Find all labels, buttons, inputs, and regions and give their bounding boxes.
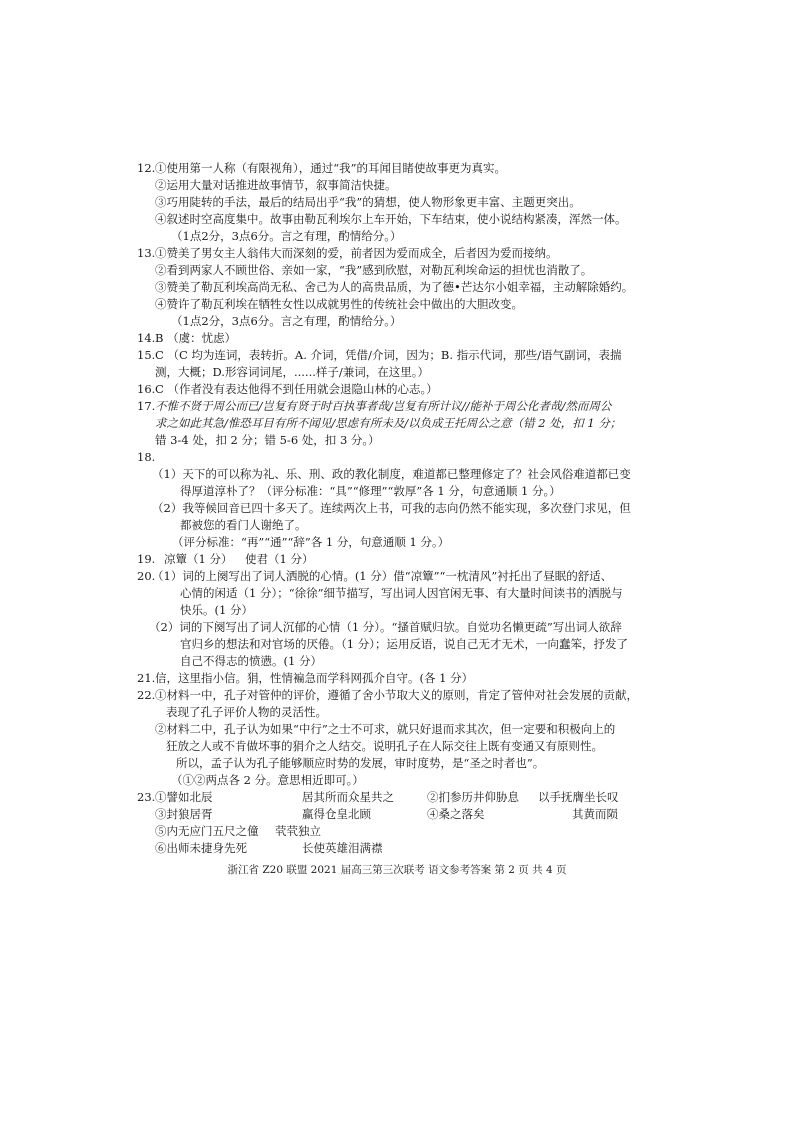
q12-line-1: ①使用第一人称（有限视角），通过“我”的耳闻目睹使故事更为真实。 — [155, 161, 507, 175]
q20-part1-line-1: （1）词的上阕写出了词人洒脱的心情。(1 分）借“凉簟”“一枕清风”衬托出了昼眠的舒适、 — [152, 569, 613, 583]
q13-line-4: ④赞许了勒瓦利埃在牺牲女性以成就男性的传统社会中做出的大胆改变。 — [155, 297, 523, 311]
q18-number: 18. — [137, 450, 156, 464]
q16-number: 16. — [137, 382, 156, 396]
q21-answer: 信，这里指小信。狷，性情褊急而学科网孤介自守。(各 1 分） — [155, 671, 474, 685]
q12-line-3: ③巧用陡转的手法，最后的结局出乎“我”的猜想，使人物形象更丰富、主题更突出。 — [155, 195, 581, 209]
q12-number: 12. — [137, 161, 156, 175]
q19-answer-b: 使君（1 分） — [245, 552, 314, 566]
q23-row2-d: 其黄而陨 — [572, 807, 618, 821]
q23-row1-c: ②扪参历井仰胁息 — [427, 790, 519, 804]
q23-row1-a: ①譬如北辰 — [155, 790, 213, 804]
q23-row2-b: 赢得仓皇北顾 — [302, 807, 371, 821]
q15-line-2: 测，大概；D.形容词词尾，......样子/兼词，在这里。） — [155, 365, 430, 379]
q23-row1-b: 居其所而众星共之 — [302, 790, 394, 804]
q18-part2-scoring: （评分标准：“再”“通”“辞”各 1 分，句意通顺 1 分。） — [172, 535, 450, 549]
q17-line-1: 不惟不贤于周公而已/岂复有贤于时百执事者哉/岂复有所计议//能补于周公化者哉/然而周公 — [155, 399, 612, 413]
q23-row2-a: ③封狼居胥 — [155, 807, 213, 821]
q20-number: 20. — [137, 569, 156, 583]
q20-part2-line-3: 自己不得志的愤懑。(1 分） — [180, 654, 322, 668]
q15-number: 15. — [137, 348, 156, 362]
q20-part2-line-2: 官归乡的想法和对官场的厌倦。（1 分）；运用反语，说自己无才无术，一向蠢笨，抒发了 — [180, 637, 628, 651]
q12-scoring: （1点2分，3点6分。言之有理，酌情给分。） — [171, 229, 402, 243]
q23-row2-c: ④桑之落矣 — [427, 807, 485, 821]
q13-line-3: ③赞美了勒瓦利埃高尚无私、舍己为人的高贵品质，为了德•芒达尔小姐幸福，主动解除婚约。 — [155, 280, 634, 294]
q22-part1-line-1: ①材料一中，孔子对管仲的评价，遵循了舍小节取大义的原则，肯定了管仲对社会发展的贡献， — [155, 688, 638, 702]
q23-row3-b: 茕茕独立 — [275, 824, 321, 838]
q19-number: 19. — [137, 552, 156, 566]
q18-part2-line-1: （2）我等候回音已四十多天了。连续两次上书，可我的志向仍然不能实现，多次登门求见，但 — [152, 501, 631, 515]
q22-scoring: （①②两点各 2 分。意思相近即可。） — [171, 773, 364, 787]
q13-scoring: （1点2分，3点6分。言之有理，酌情给分。） — [171, 314, 402, 328]
q17-number: 17. — [137, 399, 156, 413]
q20-part1-line-3: 快乐。(1 分） — [180, 603, 253, 617]
q12-line-4: ④叙述时空高度集中。故事由勒瓦利埃尔上车开始，下车结束，使小说结构紧凑，浑然一体。 — [155, 212, 627, 226]
q23-row1-d: 以手抚膺坐长叹 — [538, 790, 619, 804]
q22-part1-line-2: 表现了孔子评价人物的灵活性。 — [166, 705, 327, 719]
q23-row4-b: 长使英雄泪满襟 — [302, 841, 383, 855]
q20-part2-line-1: （2）词的下阕写出了词人沉郁的心情（1 分）。“搔首赋归欤。自觉功名懒更疏”写出词人欲辞 — [149, 620, 622, 634]
q15-line-1: C （C 均为连词，表转折。A. 介词，凭借/介词，因为；B. 指示代词，那些/语气副词，表揣 — [155, 348, 622, 362]
q17-line-2: 求之如此其急/惟恐耳目有所不闻见/思虑有所未及/以负成王托周公之意（错 2 处，扣 1 分； — [155, 416, 622, 430]
page-footer: 浙江省 Z20 联盟 2021 届高三第三次联考 语文参考答案 第 2 页 共 4 页 — [227, 864, 567, 876]
q23-row4-a: ⑥出师未捷身先死 — [155, 841, 247, 855]
q12-line-2: ②运用大量对话推进故事情节，叙事简洁快捷。 — [155, 178, 397, 192]
q23-number: 23. — [137, 790, 156, 804]
q20-part1-line-2: 心情的闲适（1 分）；“徐徐”细节描写，写出词人因官闲无事、有大量时间读书的洒脱与 — [180, 586, 623, 600]
q19-answer-a: 凉簟（1 分） — [164, 552, 233, 566]
q16-answer: C （作者没有表达他得不到任用就会退隐山林的心志。） — [155, 382, 438, 396]
q18-part1-line-1: （1）天下的可以称为礼、乐、刑、政的教化制度，难道都已整理修定了？社会风俗难道都已变 — [152, 467, 631, 481]
q22-conclusion: 所以，孟子认为孔子能够顺应时势的发展，审时度势，是“圣之时者也”。 — [176, 756, 545, 770]
q14-number: 14. — [137, 331, 156, 345]
q17-line-3: 错 3-4 处，扣 2 分；错 5-6 处，扣 3 分。） — [155, 433, 380, 447]
q22-number: 22. — [137, 688, 156, 702]
q18-part2-line-2: 都被您的看门人谢绝了。 — [180, 518, 307, 532]
q13-line-1: ①赞美了男女主人翁伟大而深刻的爱，前者因为爱而成全，后者因为爱而接纳。 — [155, 246, 558, 260]
q13-number: 13. — [137, 246, 156, 260]
q13-line-2: ②看到两家人不顾世俗、亲如一家，“我”感到欣慰，对勒瓦利埃命运的担忧也消散了。 — [155, 263, 593, 277]
q23-row3-a: ⑤内无应门五尺之僮 — [155, 824, 259, 838]
q18-part1-line-2: 得厚道淳朴了？（评分标准：“具”“修理”“敦厚”各 1 分，句意通顺 1 分。） — [180, 484, 561, 498]
q14-answer: B （虞：忧虑） — [155, 331, 237, 345]
q22-part2-line-1: ②材料二中，孔子认为如果“中行”之士不可求，就只好退而求其次，但一定要和积极向上的 — [155, 722, 616, 736]
q21-number: 21. — [137, 671, 156, 685]
q22-part2-line-2: 狂放之人或不肯做坏事的狷介之人结交。说明孔子在人际交往上既有变通又有原则性。 — [166, 739, 603, 753]
